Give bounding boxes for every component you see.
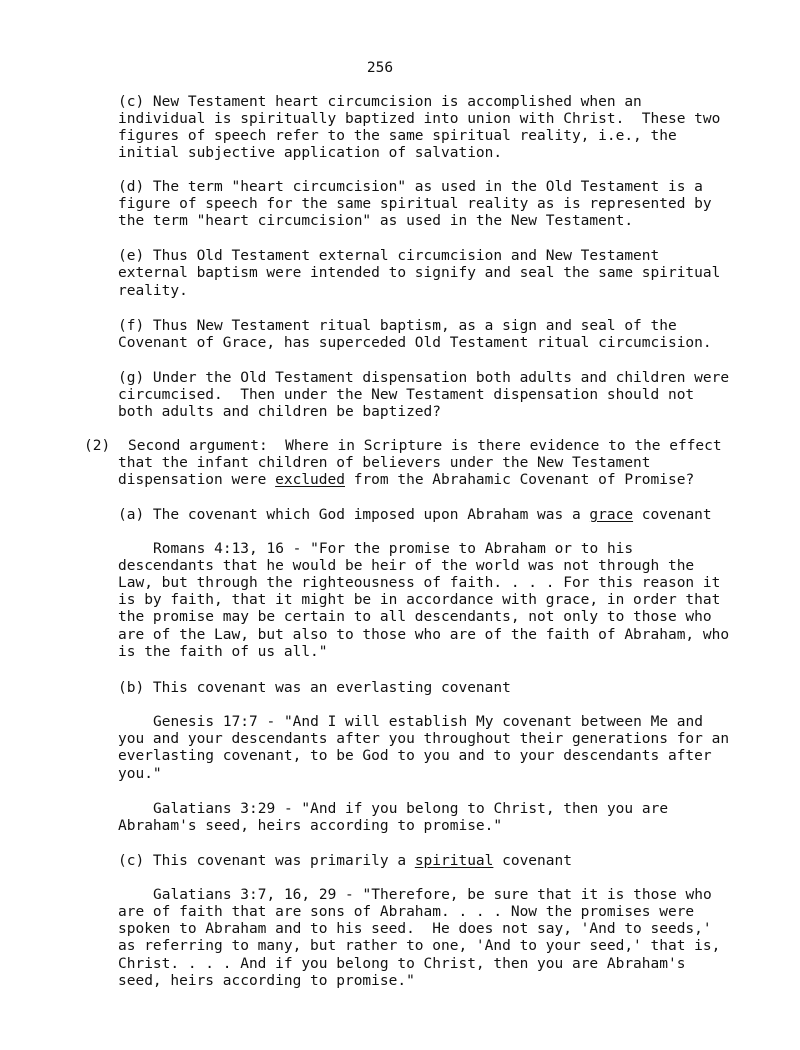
argument-2-line-1: Second argument: Where in Scripture is there evidence to the effect [128, 438, 722, 454]
romans-quote-line-2: descendants that he would be heir of the world was not through the [118, 558, 695, 574]
sub-point-b: (b) This covenant was an everlasting covenant [118, 680, 511, 696]
galatians-quote-1-line-2: Abraham's seed, heirs according to promise." [118, 818, 503, 834]
romans-quote-line-3: Law, but through the righteousness of faith. . . . For this reason it [118, 575, 721, 591]
romans-quote-line-7: is the faith of us all." [118, 644, 328, 660]
genesis-quote-line-4: you." [118, 766, 162, 782]
sub-point-c [118, 853, 572, 870]
para-c-line-2: individual is spiritually baptized into union with Christ. These two [118, 111, 721, 127]
galatians-quote-2-line-4: as referring to many, but rather to one, 'And to your seed,' that is, [118, 938, 721, 954]
genesis-quote-line-2: you and your descendants after you throughout their generations for an [118, 731, 730, 747]
para-e-line-1: (e) Thus Old Testament external circumcision and New Testament [118, 248, 660, 264]
emphasis-spiritual: spiritual [414, 853, 494, 869]
argument-2-line-3-start: dispensation were [118, 472, 276, 488]
sub-point-c-end: covenant [493, 853, 572, 869]
para-g-line-3: both adults and children be baptized? [118, 404, 442, 420]
para-c-line-4: initial subjective application of salvation. [118, 145, 503, 161]
para-c-line-1: (c) New Testament heart circumcision is accomplished when an [118, 94, 642, 110]
para-g-line-2: circumcised. Then under the New Testament dispensation should not [118, 387, 695, 403]
sub-point-a-end: covenant [633, 507, 712, 523]
para-e-line-3: reality. [118, 283, 188, 299]
para-d-line-1: (d) The term "heart circumcision" as used in the Old Testament is a [118, 179, 703, 195]
galatians-quote-2-line-1: Galatians 3:7, 16, 29 - "Therefore, be sure that it is those who [153, 887, 712, 903]
para-g-line-1: (g) Under the Old Testament dispensation both adults and children were [118, 370, 730, 386]
para-f-line-1: (f) Thus New Testament ritual baptism, as a sign and seal of the [118, 318, 677, 334]
galatians-quote-1-line-1: Galatians 3:29 - "And if you belong to Christ, then you are [153, 801, 669, 817]
para-f-line-2: Covenant of Grace, has superceded Old Testament ritual circumcision. [118, 335, 712, 351]
romans-quote-line-6: are of the Law, but also to those who are of the faith of Abraham, who [118, 627, 730, 643]
galatians-quote-2-line-2: are of faith that are sons of Abraham. . . . Now the promises were [118, 904, 695, 920]
genesis-quote-line-1: Genesis 17:7 - "And I will establish My covenant between Me and [153, 714, 703, 730]
argument-2-line-3 [118, 472, 694, 489]
para-e-line-2: external baptism were intended to signify and seal the same spiritual [118, 265, 721, 281]
sub-point-c-start: (c) This covenant was primarily a [118, 853, 415, 869]
galatians-quote-2-line-6: seed, heirs according to promise." [118, 973, 415, 989]
sub-point-a [118, 507, 712, 524]
galatians-quote-2-line-3: spoken to Abraham and to his seed. He does not say, 'And to seeds,' [118, 921, 712, 937]
para-d-line-2: figure of speech for the same spiritual reality as is represented by [118, 196, 712, 212]
para-d-line-3: the term "heart circumcision" as used in the New Testament. [118, 213, 634, 229]
argument-2-line-2: that the infant children of believers under the New Testament [118, 455, 651, 471]
genesis-quote-line-3: everlasting covenant, to be God to you and to your descendants after [118, 748, 712, 764]
emphasis-grace: grace [589, 507, 634, 523]
romans-quote-line-1: Romans 4:13, 16 - "For the promise to Abraham or to his [153, 541, 634, 557]
galatians-quote-2-line-5: Christ. . . . And if you belong to Christ, then you are Abraham's [118, 956, 686, 972]
argument-number: (2) [84, 438, 111, 454]
para-c-line-3: figures of speech refer to the same spiritual reality, i.e., the [118, 128, 677, 144]
romans-quote-line-5: the promise may be certain to all descendants, not only to those who [118, 609, 712, 625]
emphasis-excluded: excluded [275, 472, 345, 488]
sub-point-a-start: (a) The covenant which God imposed upon Abraham was a [118, 507, 590, 523]
page-number: 256 [366, 60, 394, 76]
romans-quote-line-4: is by faith, that it might be in accordance with grace, in order that [118, 592, 721, 608]
argument-2-line-3-end: from the Abrahamic Covenant of Promise? [344, 472, 695, 488]
